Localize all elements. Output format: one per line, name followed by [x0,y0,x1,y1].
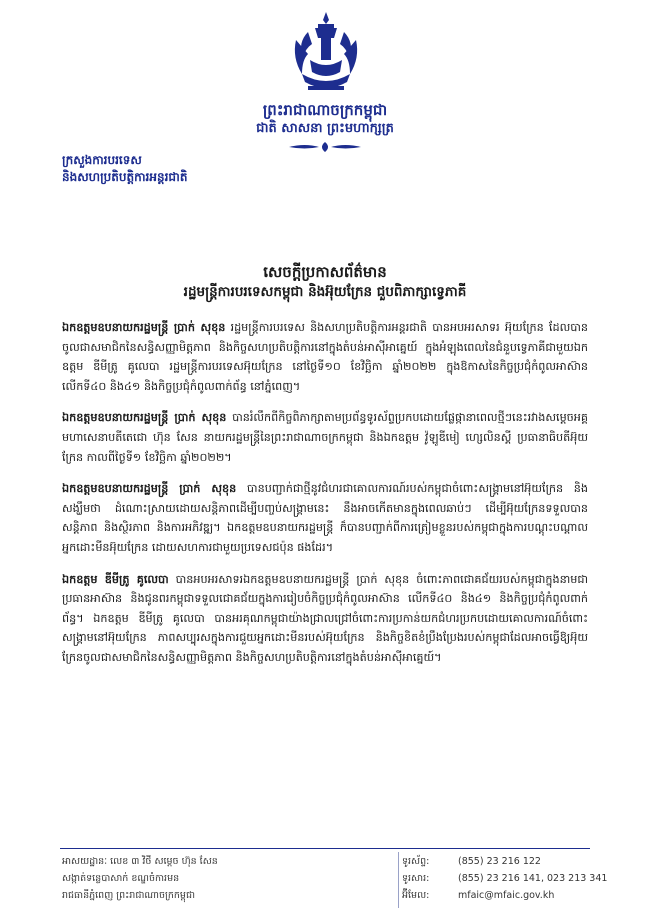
phone-row [402,853,607,870]
press-release-title: សេចក្តីប្រកាសព័ត៌មាន [263,263,387,281]
ministry-block [62,152,187,186]
footer-address [62,853,218,904]
paragraph-3 [62,479,588,557]
ornament-divider-icon [285,140,365,154]
footer-contact [402,853,607,904]
paragraph-lead: ឯកឧត្តមឧបនាយករដ្ឋមន្ត្រី ប្រាក់ សុខុន [62,321,226,334]
ministry-name-line1: ក្រសួងការបរទេស [62,153,142,167]
paragraph-2 [62,408,588,467]
email-link[interactable]: mfaic@mfaic.gov.kh [458,890,555,901]
paragraph-4 [62,570,588,668]
email-row [402,887,607,904]
press-release-subtitle: រដ្ឋមន្ត្រីការបរទេសកម្ពុជា និងអ៊ុយក្រែន ជួបពិភាក្សាទ្វេភាគី [183,284,467,300]
phone-label: ទូរស័ព្ទ: [402,856,430,867]
kingdom-motto: ជាតិ សាសនា ព្រះមហាក្សត្រ [256,121,394,136]
fax-value: (855) 23 216 141, 023 213 341 [458,873,608,884]
footer-divider [60,848,590,849]
kingdom-name: ព្រះរាជាណាចក្រកម្ពុជា [262,101,388,119]
ministry-name-line2: និងសហប្រតិបត្តិការអន្តរជាតិ [62,170,188,184]
phone-value: (855) 23 216 122 [458,856,541,867]
press-release-body [62,318,588,680]
fax-row [402,870,607,887]
paragraph-lead: ឯកឧត្តម ឌីមីត្រូ គូលេបា [62,572,169,586]
paragraph-text: បានបញ្ជាក់ជាថ្មីនូវជំហរជាគោលការណ៍របស់កម្ពុជាចំពោះសង្គ្រាមនៅអ៊ុយក្រែន និងសង្ឃឹមថា ដំណោះស្រាយដោយសន្តិភាពដើម្បីបញ្ចប់សង្គ្រាមនេះ នឹងអាចកើតមានក្នុងពេលឆាប់ៗ ដើម្បីអ៊ុយក្រែនទទួលបានសន្តិភាព និងស្ថិរភាព និងការអភិវឌ្ឍ។ ឯកឧត្តមឧបនាយករដ្ឋមន្ត្រី ក៏បានបញ្ជាក់ពីការត្រៀមខ្លួនរបស់កម្ពុជាក្នុងការបណ្តុះបណ្តាលអ្នកដោះមីនអ៊ុយក្រែន ដោយសហការជាមួយប្រទេសជប៉ុន ផងដែរ។ [62,482,588,554]
paragraph-text: រដ្ឋមន្ត្រីការបរទេស និងសហប្រតិបត្តិការអន្តរជាតិ បានអបអរសាទរ អ៊ុយក្រែន ដែលបានចូលជាសមាជិកនៃសន្ធិសញ្ញាមិត្តភាព និងកិច្ចសហប្រតិបត្តិការនៅក្នុងតំបន់អាស៊ីអាគ្នេយ៍ ក្នុងអំឡុងពេលនៃជំនួបទ្វេភាគីជាមួយឯកឧត្តម ឌីមីត្រូ គូលេបា រដ្ឋមន្ត្រីការបរទេសអ៊ុយក្រែន នៅថ្ងៃទី១០ ខែវិច្ឆិកា ឆ្នាំ២០២២ ក្នុងឱកាសនៃកិច្ចប្រជុំកំពូលអាស៊ាន លើកទី៤០ និង៤១ និងកិច្ចប្រជុំកំពូលពាក់ព័ន្ធ នៅភ្នំពេញ។ [62,321,588,393]
address-line-3: រាជធានីភ្នំពេញ ព្រះរាជាណាចក្រកម្ពុជា [62,890,195,901]
fax-label: ទូរសារ: [402,873,430,884]
paragraph-text: បានរំលឹកពីកិច្ចពិភាក្សាតាមប្រព័ន្ធទូរស័ព្ទប្រកបដោយផ្លែផ្កានាពេលថ្មីៗនេះរវាងសម្តេចអគ្គមហាសេនាបតីតេជោ ហ៊ុន សែន នាយករដ្ឋមន្ត្រីនៃព្រះរាជាណាចក្រកម្ពុជា និងឯកឧត្តម វ៉ូឡូឌីមៀ ហ្សេលិនស្គី ប្រធានាធិបតីអ៊ុយក្រែន កាលពីថ្ងៃទី១ ខែវិច្ឆិកា ឆ្នាំ២០២២។ [62,411,588,464]
address-line-2: សង្កាត់ទន្លេបាសាក់ ខណ្ឌចំការមន [62,873,180,884]
paragraph-1 [62,318,588,396]
paragraph-text: បានអបអរសាទរឯកឧត្តមឧបនាយករដ្ឋមន្ត្រី ប្រាក់ សុខុន ចំពោះភាពជោគជ័យរបស់កម្ពុជាក្នុងនាមជាប្រធានអាស៊ាន និងជូនពរកម្ពុជាទទួលជោគជ័យក្នុងការរៀបចំកិច្ចប្រជុំកំពូលអាស៊ាន លើកទី៤០ និង៤១ និងកិច្ចប្រជុំកំពូលពាក់ព័ន្ធ។ ឯកឧត្តម ឌីមីត្រូ គូលេបា បានអរគុណកម្ពុជាយ៉ាងជ្រាលជ្រៅចំពោះការប្រកាន់យកជំហរប្រកបដោយគោលការណ៍ចំពោះសង្គ្រាមនៅអ៊ុយក្រែន ភាពសប្បុរសក្នុងការជួយអ្នកដោះមីនរបស់អ៊ុយក្រែន និងកិច្ចខិតខំប្រឹងប្រែងរបស់កម្ពុជាដែលអាចធ្វើឱ្យអ៊ុយក្រែនចូលជាសមាជិកនៃសន្ធិសញ្ញាមិត្តភាព និងកិច្ចសហប្រតិបត្តិការនៅក្នុងតំបន់អាស៊ីអាគ្នេយ៍។ [62,572,589,664]
paragraph-lead: ឯកឧត្តមឧបនាយករដ្ឋមន្ត្រី ប្រាក់ សុខុន [62,411,227,425]
address-line-1: អាសយដ្ឋានៈ លេខ ៣ វិថី សម្ដេច ហ៊ុន សែន [62,856,218,867]
kingdom-header [200,100,450,138]
royal-emblem-icon [288,10,364,96]
footer-column-divider [398,852,399,908]
paragraph-lead: ឯកឧត្តមឧបនាយករដ្ឋមន្ត្រី ប្រាក់ សុខុន [62,482,237,496]
press-release-heading [60,262,590,302]
email-label: អ៊ីមែល: [402,890,430,901]
